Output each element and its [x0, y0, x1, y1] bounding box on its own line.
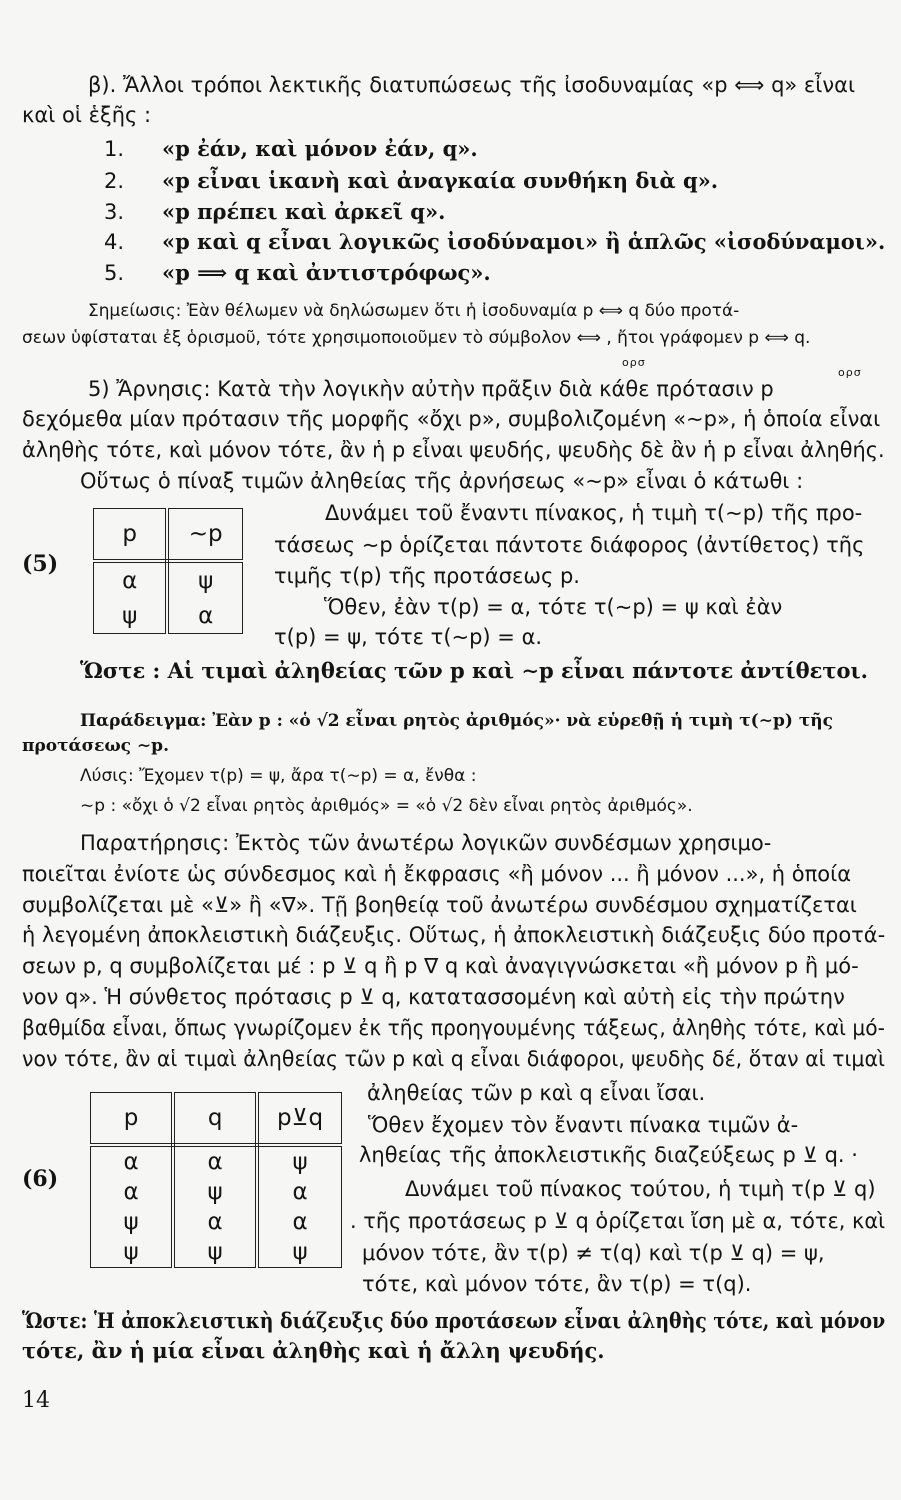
table-cell: ψ	[198, 567, 214, 594]
remark-line: βαθμίδα εἶναι, ὅπως γνωρίζομεν ἐκ τῆς προηγουμένης τάξεως, ἀληθὴς τότε, καὶ μό-	[22, 1016, 885, 1040]
table-label-6: (6)	[22, 1166, 59, 1192]
table-row	[91, 1207, 342, 1237]
exclusive-disjunction-truth-table	[90, 1092, 342, 1268]
list-item-number: 2.	[104, 169, 125, 193]
example-line1: Παράδειγμα: Ἐὰν p : «ὁ √2 εἶναι ρητὸς ἀριθμός»· νὰ εὑρεθῇ ἡ τιμὴ τ(∼p) τῆς	[80, 711, 833, 731]
remark-side-line: ἀληθείας τῶν p καὶ q εἶναι ἴσαι.	[367, 1081, 706, 1105]
note-line1: Σημείωσις: Ἐὰν θέλωμεν νὰ δηλώσωμεν ὅτι ἡ ἰσοδυναμία p ⟺ q δύο προτά-	[88, 301, 740, 321]
table-header-cell: ∼p	[167, 509, 242, 562]
remark-conclusion: τότε, ἂν ἡ μία εἶναι ἀληθὴς καὶ ἡ ἄλλη ψευδής.	[22, 1338, 605, 1363]
remark-line: νον q». Ἡ σύνθετος πρότασις p ⊻ q, κατατασσομένη καὶ αὐτὴ εἰς τὴν πρώτην	[22, 985, 845, 1009]
table-cell: α	[173, 1207, 257, 1237]
remark-side-line: . τῆς προτάσεως p ⊻ q ὁρίζεται ἴση μὲ α, τότε, καὶ	[350, 1209, 886, 1233]
list-item-text: «p εἶναι ἱκανὴ καὶ ἀναγκαία συνθήκη διὰ q».	[162, 168, 719, 193]
remark-line: σεων p, q συμβολίζεται μέ : p ⊻ q ἢ p ∇ q καὶ ἀναγιγνώσκεται «ἢ μόνον p ἢ μό-	[22, 954, 859, 978]
table-header-cell: p	[94, 509, 168, 562]
table-header-cell: p	[91, 1093, 174, 1146]
remark-conclusion: Ὥστε: Ἡ ἀποκλειστικὴ διάζευξις δύο προτάσεων εἶναι ἀληθὴς τότε, καὶ μόνον	[22, 1308, 886, 1333]
remark-side-line: Ὅθεν ἔχομεν τὸν ἔναντι πίνακα τιμῶν ἀ-	[368, 1113, 799, 1137]
table-cell: ψ	[173, 1237, 257, 1268]
table-cell: ψ	[292, 1239, 308, 1265]
remark-line: Παρατήρησις: Ἐκτὸς τῶν ἀνωτέρω λογικῶν συνδέσμων χρησιμο-	[80, 831, 772, 855]
table-cell: ψ	[292, 1149, 308, 1175]
table-row	[94, 598, 243, 634]
list-item-text: «p ⟹ q καὶ ἀντιστρόφως».	[162, 260, 491, 285]
solution-line1: Λύσις: Ἔχομεν τ(p) = ψ, ἄρα τ(∼p) = α, ἔνθα :	[80, 766, 477, 786]
remark-line: ἡ λεγομένη ἀποκλειστικὴ διάζευξις. Οὕτως, ἡ ἀποκλειστικὴ διάζευξις δύο προτά-	[22, 923, 886, 947]
table-label-5: (5)	[22, 551, 59, 577]
solution-line2: ∼p : «ὄχι ὁ √2 εἶναι ρητὸς ἀριθμός» = «ὁ √2 δὲν εἶναι ρητὸς ἀριθμός».	[80, 796, 693, 816]
table-cell: α	[91, 1177, 174, 1207]
list-item-text: «p ἐάν, καὶ μόνον ἐάν, q».	[162, 136, 478, 161]
table-row	[91, 1177, 342, 1207]
table-cell: ψ	[173, 1177, 257, 1207]
table-cell: α	[173, 1145, 257, 1177]
list-item-number: 5.	[104, 261, 125, 285]
list-item-number: 4.	[104, 230, 125, 254]
table-row	[91, 1145, 342, 1177]
table-cell: α	[91, 1145, 174, 1177]
section5-side-line: τιμῆς τ(p) τῆς προτάσεως p.	[274, 564, 580, 588]
table-cell: α	[292, 1209, 308, 1235]
list-item-number: 3.	[104, 200, 125, 224]
section5-line: δεχόμεθα μίαν πρότασιν τῆς μορφῆς «ὄχι p», συμβολιζομένη «∼p», ἡ ὁποία εἶναι	[22, 407, 881, 431]
page-number: 14	[22, 1388, 50, 1413]
section5-side-line: τάσεως ∼p ὁρίζεται πάντοτε διάφορος (ἀντίθετος) τῆς	[274, 533, 865, 557]
table-header-row	[94, 509, 243, 562]
remark-line: συμβολίζεται μὲ «⊻» ἢ «∇». Τῇ βοηθείᾳ τοῦ ἀνωτέρω συνδέσμου σχηματίζεται	[22, 893, 857, 917]
table-header-cell: p⊻q	[257, 1093, 341, 1146]
note-subscript: ορσ	[838, 366, 862, 379]
remark-side-line: μόνον τότε, ἂν τ(p) ≠ τ(q) καὶ τ(p ⊻ q) = ψ,	[362, 1241, 825, 1265]
table-cell: ψ	[91, 1237, 174, 1268]
note-line2: σεων ὑφίσταται ἐξ ὁρισμοῦ, τότε χρησιμοποιοῦμεν τὸ σύμβολον ⟺ , ἤτοι γράφομεν p ⟺ q.	[22, 328, 811, 348]
table-header-cell: q	[173, 1093, 257, 1146]
negation-truth-table	[93, 508, 243, 634]
remark-side-line: ληθείας τῆς ἀποκλειστικῆς διαζεύξεως p ⊻ q. ·	[359, 1143, 858, 1167]
remark-line: νον τότε, ἂν αἱ τιμαὶ ἀληθείας τῶν p καὶ q εἶναι διάφοροι, ψευδὴς δέ, ὅταν αἱ τιμαὶ	[22, 1047, 885, 1071]
remark-side-line: τότε, καὶ μόνον τότε, ἂν τ(p) = τ(q).	[362, 1272, 752, 1296]
list-item-text: «p καὶ q εἶναι λογικῶς ἰσοδύναμοι» ἢ ἁπλῶς «ἰσοδύναμοι».	[162, 229, 886, 254]
table-row	[91, 1237, 342, 1268]
table-cell: ψ	[91, 1207, 174, 1237]
table-cell: α	[94, 561, 168, 598]
section5-line: Οὕτως ὁ πίναξ τιμῶν ἀληθείας τῆς ἀρνήσεως «∼p» εἶναι ὁ κάτωθι :	[80, 469, 804, 493]
table-row	[94, 561, 243, 598]
section-b-line2: καὶ οἱ ἑξῆς :	[22, 103, 152, 127]
section5-side-line: τ(p) = ψ, τότε τ(∼p) = α.	[274, 625, 543, 649]
list-item-text: «p πρέπει καὶ ἀρκεῖ q».	[162, 199, 446, 224]
section-b-line1: β). Ἄλλοι τρόποι λεκτικῆς διατυπώσεως τῆς ἰσοδυναμίας «p ⟺ q» εἶναι	[88, 73, 856, 97]
table-cell: α	[198, 602, 214, 629]
section5-line: 5) Ἄρνησις: Κατὰ τὴν λογικὴν αὐτὴν πρᾶξιν διὰ κάθε πρότασιν p	[88, 377, 774, 401]
remark-side-line: Δυνάμει τοῦ πίνακος τούτου, ἡ τιμὴ τ(p ⊻ q)	[405, 1177, 876, 1201]
table-header-row	[91, 1093, 342, 1146]
table-cell: ψ	[94, 598, 168, 634]
section5-side-line: Ὅθεν, ἐὰν τ(p) = α, τότε τ(∼p) = ψ καὶ ἐὰν	[324, 595, 783, 619]
list-item-number: 1.	[104, 137, 125, 161]
example-line2: προτάσεως ∼p.	[22, 736, 169, 756]
section5-side-line: Δυνάμει τοῦ ἔναντι πίνακος, ἡ τιμὴ τ(∼p) τῆς προ-	[325, 501, 863, 525]
remark-line: ποιεῖται ἐνίοτε ὡς σύνδεσμος καὶ ἡ ἔκφρασις «ἢ μόνον ... ἢ μόνον ...», ἡ ὁποία	[22, 862, 852, 886]
table-cell: α	[292, 1179, 308, 1205]
section5-line: ἀληθὴς τότε, καὶ μόνον τότε, ἂν ἡ p εἶναι ψευδής, ψευδὴς δὲ ἂν ἡ p εἶναι ἀληθής.	[22, 438, 885, 462]
section5-conclusion: Ὥστε : Αἱ τιμαὶ ἀληθείας τῶν p καὶ ∼p εἶναι πάντοτε ἀντίθετοι.	[80, 658, 868, 683]
note-subscript: ορσ	[622, 356, 646, 369]
